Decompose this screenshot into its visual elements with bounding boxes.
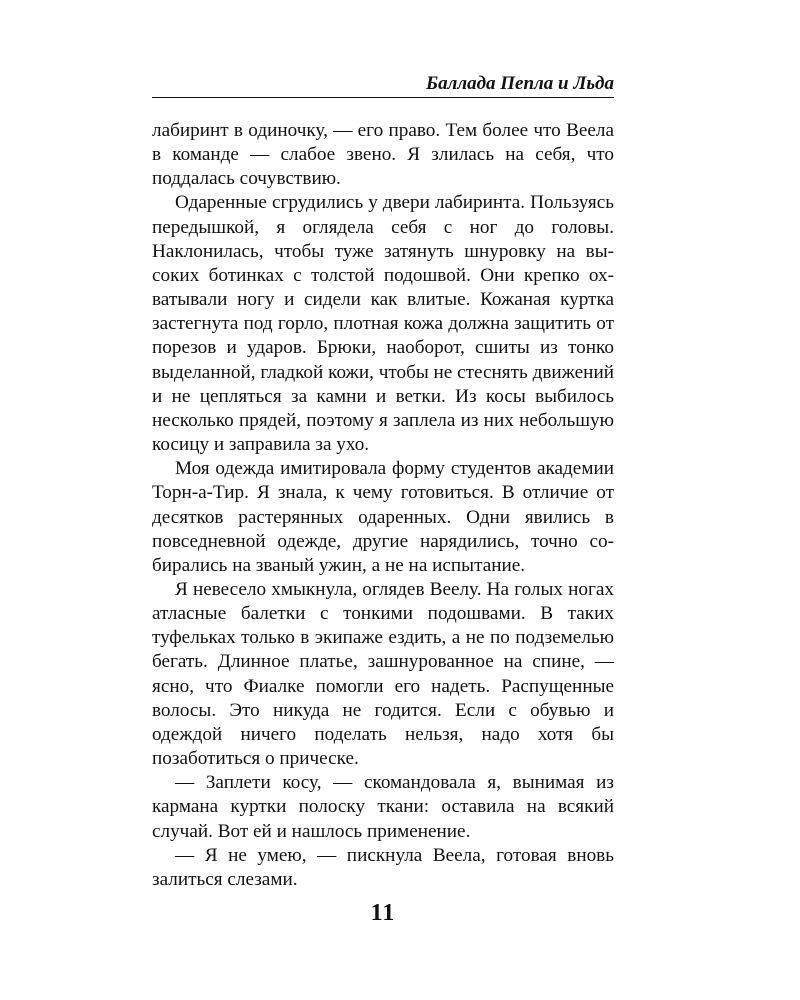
paragraph: Моя одежда имитировала форму студентов академии Торн-а-Тир. Я знала, к чему готовиться. В отличие от десятков растерянных одаренных. Одни явились в повседневной одежде, другие нарядились, точно собирались на званый ужин, а не на испытание. <box>152 458 614 576</box>
running-header-title: Баллада Пепла и Льда <box>426 73 614 94</box>
body-text <box>152 119 614 892</box>
paragraph: Одаренные сгрудились у двери лабиринта. Пользуясь передышкой, я оглядела себя с ног до головы. Наклонилась, чтобы туже затянуть шнуровку на высоких ботинках с толстой подошвой. Они крепко охватывали ногу и сидели как влитые. Кожаная куртка застегнута под горло, плотная кожа должна защитить от порезов и ударов. Брюки, наоборот, сшиты из тонко выделанной, гладкой кожи, чтобы не стеснять движений и не цепляться за камни и ветки. Из косы выбилось несколько прядей, поэтому я заплела из них небольшую косицу и заправила за ухо. <box>152 192 614 456</box>
paragraph: Я невесело хмыкнула, оглядев Веелу. На голых ногах атласные балетки с тонкими подошвами. В таких туфельках только в экипаже ездить, а не по подземелью бегать. Длинное платье, зашнурованное на спине, — ясно, что Фиалке помогли его надеть. Распущенные волосы. Это никуда не годится. Если с обувью и одеждой ничего поделать нельзя, надо хотя бы позаботиться о прическе. <box>152 578 614 770</box>
header-rule <box>152 97 614 98</box>
paragraph: лабиринт в одиночку, — его право. Тем более что Веела в команде — слабое звено. Я злилась на себя, что поддалась сочувствию. <box>152 120 614 190</box>
paragraph: — Я не умею, — пискнула Веела, готовая вновь залиться слезами. <box>152 844 614 890</box>
paragraph: — Заплети косу, — скомандовала я, вынимая из кармана куртки полоску ткани: оставила на всякий случай. Вот ей и нашлось применение. <box>152 772 614 842</box>
page-number: 11 <box>370 900 396 926</box>
